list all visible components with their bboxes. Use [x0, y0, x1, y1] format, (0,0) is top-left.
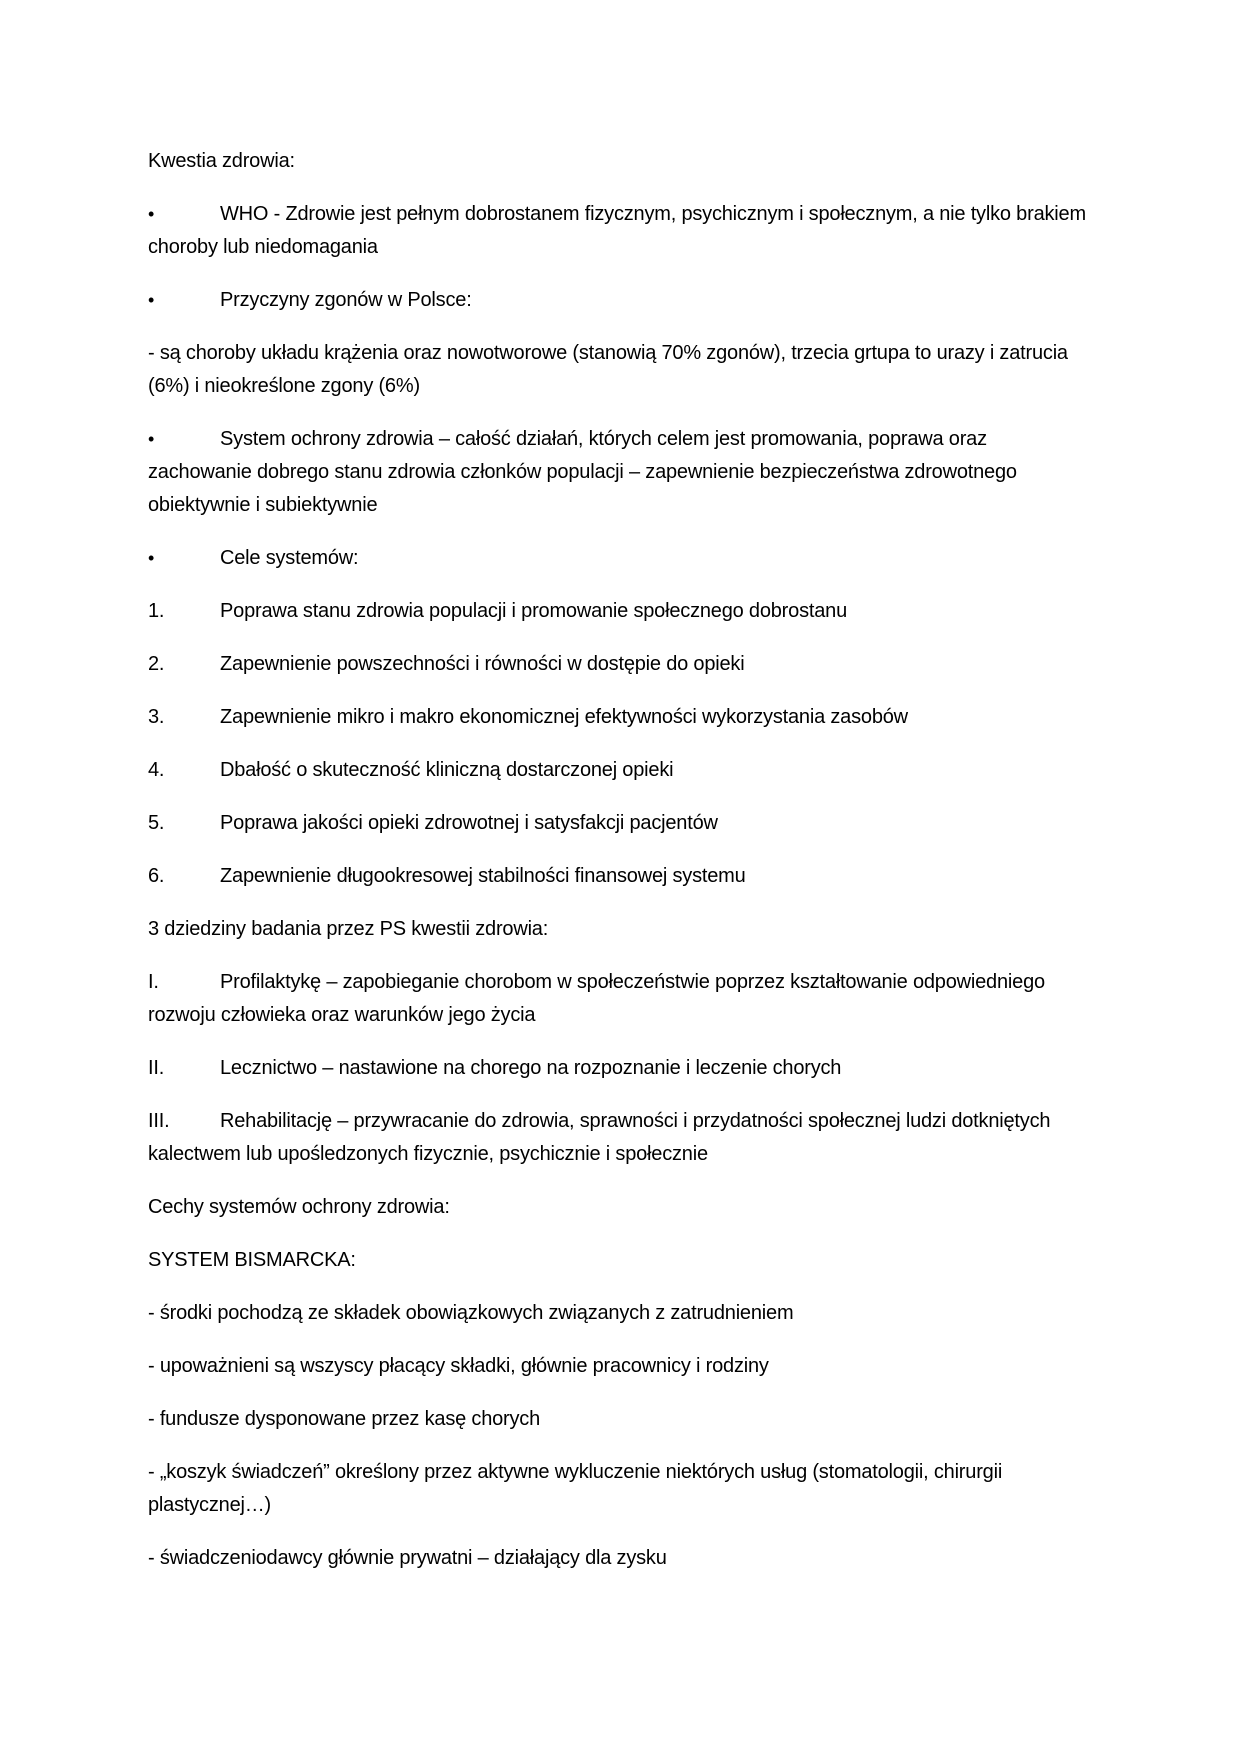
list-number: 3.: [148, 706, 165, 728]
list-numeral: I.: [148, 971, 159, 993]
domain-text: Rehabilitację – przywracanie do zdrowia, sprawności i przydatności społecznej ludzi dotkniętych kalectwem lub upośledzonych fizycznie, psychicznie i społecznie: [148, 1110, 1051, 1165]
bismarck-item-2: - upoważnieni są wszyscy płacący składki, głównie pracownicy i rodziny: [148, 1355, 769, 1377]
goal-text: Zapewnienie powszechności i równości w dostępie do opieki: [220, 653, 745, 675]
domain-item-2: [148, 1052, 1088, 1085]
bullet-marker: •: [148, 429, 155, 449]
goal-text: Poprawa jakości opieki zdrowotnej i satysfakcji pacjentów: [220, 812, 718, 834]
goal-item-6: [148, 860, 1088, 893]
causes-label: Przyczyny zgonów w Polsce:: [220, 289, 472, 311]
domains-heading: 3 dziedziny badania przez PS kwestii zdrowia:: [148, 918, 549, 940]
causes-heading: [148, 284, 1088, 317]
list-number: 4.: [148, 759, 165, 781]
goals-label: Cele systemów:: [220, 547, 359, 569]
system-definition-text: System ochrony zdrowia – całość działań, których celem jest promowania, poprawa oraz zachowanie dobrego stanu zdrowia członków populacji – zapewnienie bezpieczeństwa zdrowotnego obiektywnie i subiektywnie: [148, 428, 1017, 516]
features-heading: Cechy systemów ochrony zdrowia:: [148, 1196, 450, 1218]
bullet-marker: •: [148, 548, 155, 568]
goal-item-1: [148, 595, 1088, 628]
goal-text: Dbałość o skuteczność kliniczną dostarczonej opieki: [220, 759, 674, 781]
goal-text: Zapewnienie długookresowej stabilności finansowej systemu: [220, 865, 746, 887]
domain-text: Lecznictwo – nastawione na chorego na rozpoznanie i leczenie chorych: [220, 1057, 842, 1079]
list-number: 6.: [148, 865, 165, 887]
list-number: 1.: [148, 600, 165, 622]
bullet-marker: •: [148, 290, 155, 310]
document-page: [148, 145, 1088, 1595]
goal-item-2: [148, 648, 1088, 681]
domain-item-3: [148, 1105, 1088, 1171]
document-heading: Kwestia zdrowia:: [148, 150, 295, 172]
goals-heading: [148, 542, 1088, 575]
goal-text: Poprawa stanu zdrowia populacji i promowanie społecznego dobrostanu: [220, 600, 847, 622]
list-number: 5.: [148, 812, 165, 834]
system-definition: [148, 423, 1088, 522]
bismarck-item-1: - środki pochodzą ze składek obowiązkowych związanych z zatrudnieniem: [148, 1302, 794, 1324]
who-definition-text: WHO - Zdrowie jest pełnym dobrostanem fizycznym, psychicznym i społecznym, a nie tylko brakiem choroby lub niedomagania: [148, 203, 1086, 258]
bismarck-item-4: - „koszyk świadczeń” określony przez aktywne wykluczenie niektórych usług (stomatologii, chirurgii plastycznej…): [148, 1461, 1003, 1516]
list-numeral: II.: [148, 1057, 165, 1079]
bismarck-item-5: - świadczeniodawcy głównie prywatni – działający dla zysku: [148, 1547, 667, 1569]
list-numeral: III.: [148, 1110, 170, 1132]
list-number: 2.: [148, 653, 165, 675]
causes-detail: - są choroby układu krążenia oraz nowotworowe (stanowią 70% zgonów), trzecia grtupa to urazy i zatrucia (6%) i nieokreślone zgony (6%): [148, 342, 1068, 397]
bismarck-heading: SYSTEM BISMARCKA:: [148, 1249, 356, 1271]
who-definition: [148, 198, 1088, 264]
goal-text: Zapewnienie mikro i makro ekonomicznej efektywności wykorzystania zasobów: [220, 706, 908, 728]
bullet-marker: •: [148, 204, 155, 224]
bismarck-item-3: - fundusze dysponowane przez kasę chorych: [148, 1408, 541, 1430]
goal-item-4: [148, 754, 1088, 787]
goal-item-5: [148, 807, 1088, 840]
domain-text: Profilaktykę – zapobieganie chorobom w społeczeństwie poprzez kształtowanie odpowiedniego rozwoju człowieka oraz warunków jego życia: [148, 971, 1045, 1026]
domain-item-1: [148, 966, 1088, 1032]
goal-item-3: [148, 701, 1088, 734]
